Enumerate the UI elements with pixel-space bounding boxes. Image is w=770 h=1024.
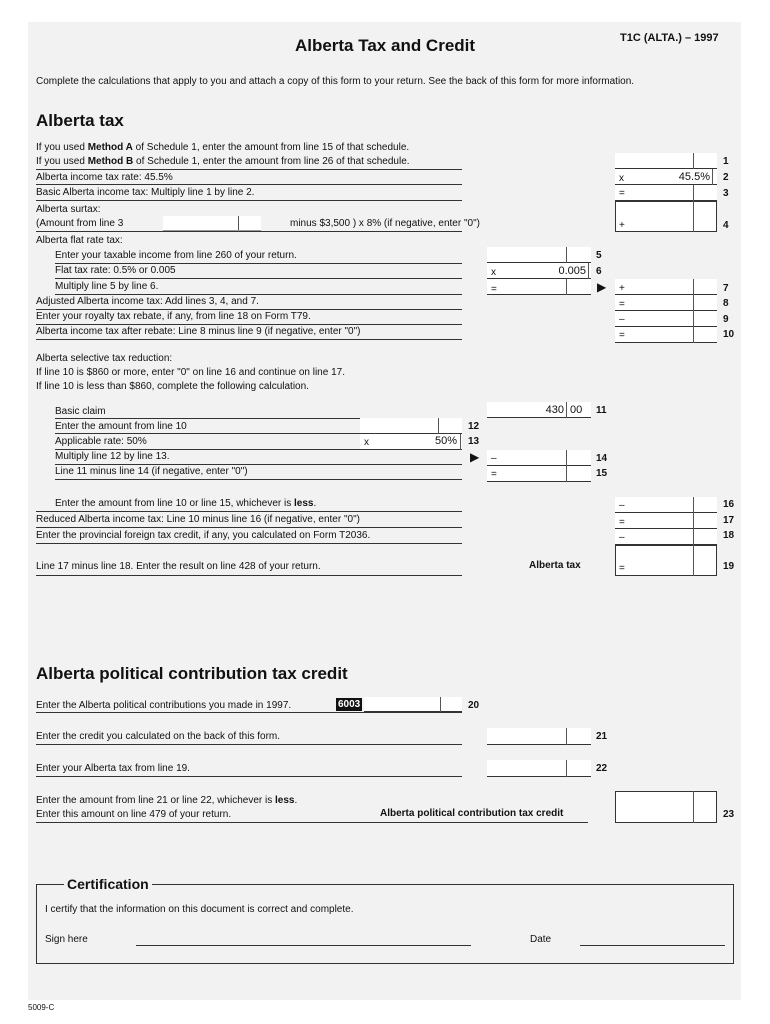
line-3-cents-divider: [693, 185, 694, 201]
line-20-amount-field[interactable]: [364, 697, 462, 712]
line-15-underline: [55, 479, 462, 480]
line-3-underline: [36, 200, 462, 201]
line-23-cents-divider: [693, 791, 694, 823]
line-21-cents-divider: [566, 728, 567, 745]
line-14-amount-field[interactable]: [487, 450, 591, 466]
certification-box: [36, 884, 734, 964]
certification-heading: Certification: [64, 876, 152, 892]
line-number-15: 15: [596, 468, 608, 479]
line-10-text: Alberta income tax after rebate: Line 8 minus line 9 (if negative, enter "0"): [36, 326, 361, 337]
line-9-amount-field[interactable]: [615, 311, 717, 327]
line-6-value: 0.005: [558, 265, 586, 277]
surtax-field-cents-divider: [238, 216, 239, 230]
line-23-underline: [36, 822, 588, 823]
line-16-underline: [36, 511, 462, 512]
line-22-text: Enter your Alberta tax from line 19.: [36, 763, 190, 774]
line-20-code: 6003: [338, 699, 361, 710]
surtax-text-post: minus $3,500 ) x 8% (if negative, enter "0"): [290, 218, 480, 229]
flat-rate-heading: Alberta flat rate tax:: [36, 235, 123, 246]
section-heading-alberta-tax: Alberta tax: [36, 111, 124, 130]
line-20-underline: [36, 712, 462, 713]
line-2-underline: [36, 184, 462, 185]
line-number-19: 19: [723, 561, 735, 572]
line-11-dollars: 430: [545, 404, 564, 416]
line-8-cents-divider: [693, 295, 694, 311]
surtax-line3-amount-field[interactable]: [163, 216, 261, 231]
line-8-text: Adjusted Alberta income tax: Add lines 3, 4, and 7.: [36, 296, 259, 307]
line-13-text: Applicable rate: 50%: [55, 436, 147, 447]
line-9-cents-divider: [693, 311, 694, 327]
date-label: Date: [530, 934, 552, 945]
form-instructions: Complete the calculations that apply to you and attach a copy of this form to your return. See the back of this form for more information.: [36, 76, 635, 87]
line-15-amount-field[interactable]: [487, 466, 591, 482]
line-number-22: 22: [596, 763, 608, 774]
line-19-operator: =: [619, 563, 625, 574]
line-12-text: Enter the amount from line 10: [55, 421, 187, 432]
selective-rule-1: If line 10 is $860 or more, enter "0" on line 16 and continue on line 17.: [36, 367, 345, 378]
line-12-cents-divider: [438, 418, 439, 434]
line-21-amount-field[interactable]: [487, 728, 591, 745]
line-18-cents-divider: [693, 529, 694, 545]
form-code: T1C (ALTA.) – 1997: [620, 32, 719, 44]
line-11-cents-divider: [566, 402, 567, 418]
line-20-text: Enter the Alberta political contributions you made in 1997.: [36, 700, 292, 711]
line-6-operator: x: [491, 267, 496, 278]
line-9-text: Enter your royalty tax rebate, if any, from line 18 on Form T79.: [36, 311, 311, 322]
line-16-operator: –: [619, 500, 625, 511]
line-17-amount-field[interactable]: [615, 513, 717, 529]
line-number-12: 12: [468, 421, 480, 432]
line-number-16: 16: [723, 499, 735, 510]
certification-statement: I certify that the information on this document is correct and complete.: [45, 904, 354, 915]
line-7-sub-cents-divider: [566, 279, 567, 295]
line-8-underline: [36, 309, 462, 310]
line-number-4: 4: [723, 220, 729, 231]
line-number-1: 1: [723, 156, 729, 167]
line-22-cents-divider: [566, 760, 567, 777]
line-2-operator: x: [619, 173, 624, 184]
line-15-cents-divider: [566, 466, 567, 482]
line-23-label: Alberta political contribution tax credit: [380, 808, 564, 819]
line-10-underline: [36, 339, 462, 340]
line-13-operator: x: [364, 437, 369, 448]
line-16-amount-field[interactable]: [615, 497, 717, 513]
line-number-3: 3: [723, 188, 729, 199]
line-17-cents-divider: [693, 513, 694, 529]
line-1-underline: [36, 169, 462, 170]
line-number-6: 6: [596, 266, 602, 277]
line-11-text: Basic claim: [55, 406, 106, 417]
line-23a-text: Enter the amount from line 21 or line 22, whichever is less.: [36, 795, 298, 806]
line-6-underline: [55, 278, 462, 279]
line-13-divider: [460, 434, 461, 450]
line-6-text: Flat tax rate: 0.5% or 0.005: [55, 265, 176, 276]
line-22-amount-field[interactable]: [487, 760, 591, 777]
line-7-amount-field[interactable]: [615, 279, 717, 295]
line-7-text: Multiply line 5 by line 6.: [55, 281, 159, 292]
surtax-text-pre: (Amount from line 3: [36, 218, 124, 229]
line-16-cents-divider: [693, 497, 694, 513]
line-19-cents-divider: [693, 545, 694, 576]
line-8-operator: =: [619, 299, 625, 310]
surtax-heading: Alberta surtax:: [36, 204, 101, 215]
line-14-cents-divider: [566, 450, 567, 466]
line-number-18: 18: [723, 530, 735, 541]
line-7-subtotal-field[interactable]: [487, 279, 591, 295]
line-number-21: 21: [596, 731, 608, 742]
line-19-label: Alberta tax: [529, 560, 581, 571]
line-number-14: 14: [596, 453, 608, 464]
line-1b-text: If you used Method B of Schedule 1, enter the amount from line 26 of that schedule.: [36, 156, 410, 167]
line-23b-text: Enter this amount on line 479 of your return.: [36, 809, 232, 820]
line-19-amount-field[interactable]: [615, 545, 717, 576]
line-5-text: Enter your taxable income from line 260 of your return.: [55, 250, 297, 261]
line-4-cents-divider: [693, 201, 694, 232]
line-14-operator: –: [491, 453, 497, 464]
line-14-underline: [55, 464, 462, 465]
signature-line[interactable]: [136, 945, 471, 946]
line-20-cents-divider: [440, 697, 441, 712]
line-19-text: Line 17 minus line 18. Enter the result on line 428 of your return.: [36, 561, 321, 572]
line-18-underline: [36, 543, 462, 544]
line-17-text: Reduced Alberta income tax: Line 10 minus line 16 (if negative, enter "0"): [36, 514, 360, 525]
line-13-value: 50%: [434, 435, 457, 447]
line-2-text: Alberta income tax rate: 45.5%: [36, 172, 173, 183]
line-number-2: 2: [723, 172, 729, 183]
line-number-8: 8: [723, 298, 729, 309]
line-11-cents: 00: [570, 404, 583, 416]
line-number-23: 23: [723, 809, 735, 820]
line-10-cents-divider: [693, 327, 694, 343]
line-2-divider: [712, 169, 713, 185]
line-3-text: Basic Alberta income tax: Multiply line 1 by line 2.: [36, 187, 255, 198]
line-18-text: Enter the provincial foreign tax credit, if any, you calculated on Form T2036.: [36, 530, 371, 541]
line-7-cents-divider: [693, 279, 694, 295]
line-5-underline: [55, 263, 462, 264]
selective-heading: Alberta selective tax reduction:: [36, 353, 173, 364]
line-2-value: 45.5%: [678, 171, 710, 183]
sign-here-label: Sign here: [45, 934, 88, 945]
line-number-10: 10: [723, 329, 735, 340]
line-3-amount-field[interactable]: [615, 185, 717, 201]
line-7-underline: [55, 294, 462, 295]
line-7-sub-operator: =: [491, 284, 497, 295]
line-number-9: 9: [723, 314, 729, 325]
line-17-underline: [36, 527, 462, 528]
line-number-13: 13: [468, 436, 480, 447]
line-21-underline: [36, 744, 462, 745]
line-number-20: 20: [468, 700, 480, 711]
line-4-operator: +: [619, 220, 625, 231]
line-1a-text: If you used Method A of Schedule 1, enter the amount from line 15 of that schedule.: [36, 142, 410, 153]
line-10-operator: =: [619, 330, 625, 341]
line-14-text: Multiply line 12 by line 13.: [55, 451, 170, 462]
line-22-underline: [36, 776, 462, 777]
line-15-text: Line 11 minus line 14 (if negative, enter "0"): [55, 466, 248, 477]
line-18-amount-field[interactable]: [615, 529, 717, 545]
line-number-5: 5: [596, 250, 602, 261]
line-4-amount-field[interactable]: [615, 201, 717, 232]
line-number-17: 17: [723, 515, 735, 526]
line-15-operator: =: [491, 469, 497, 480]
line-17-operator: =: [619, 517, 625, 528]
line-21-text: Enter the credit you calculated on the back of this form.: [36, 731, 281, 742]
form-number: 5009-C: [28, 1003, 55, 1012]
line-number-7: 7: [723, 283, 729, 294]
form-title: Alberta Tax and Credit: [294, 36, 476, 55]
line-3-operator: =: [619, 188, 625, 199]
line-4-underline: [36, 231, 462, 232]
line-18-operator: –: [619, 532, 625, 543]
line-23-amount-field[interactable]: [615, 791, 717, 823]
line-7-arrow-icon: ▶: [597, 280, 607, 294]
line-5-cents-divider: [566, 247, 567, 263]
line-12-amount-field[interactable]: [360, 418, 462, 434]
line-6-divider: [588, 263, 589, 279]
line-9-underline: [36, 324, 462, 325]
line-1-amount-field[interactable]: [615, 153, 717, 169]
selective-rule-2: If line 10 is less than $860, complete the following calculation.: [36, 381, 309, 392]
line-16-text: Enter the amount from line 10 or line 15, whichever is less.: [55, 498, 317, 509]
line-8-amount-field[interactable]: [615, 295, 717, 311]
section-heading-political-credit: Alberta political contribution tax credit: [36, 664, 348, 683]
line-5-amount-field[interactable]: [487, 247, 591, 263]
line-14-arrow-icon: ▶: [470, 450, 480, 464]
line-1-cents-divider: [693, 153, 694, 169]
line-19-underline: [36, 575, 462, 576]
line-number-11: 11: [596, 405, 607, 416]
date-line[interactable]: [580, 945, 725, 946]
line-7-operator: +: [619, 283, 625, 294]
line-9-operator: –: [619, 314, 625, 325]
line-10-amount-field[interactable]: [615, 327, 717, 343]
